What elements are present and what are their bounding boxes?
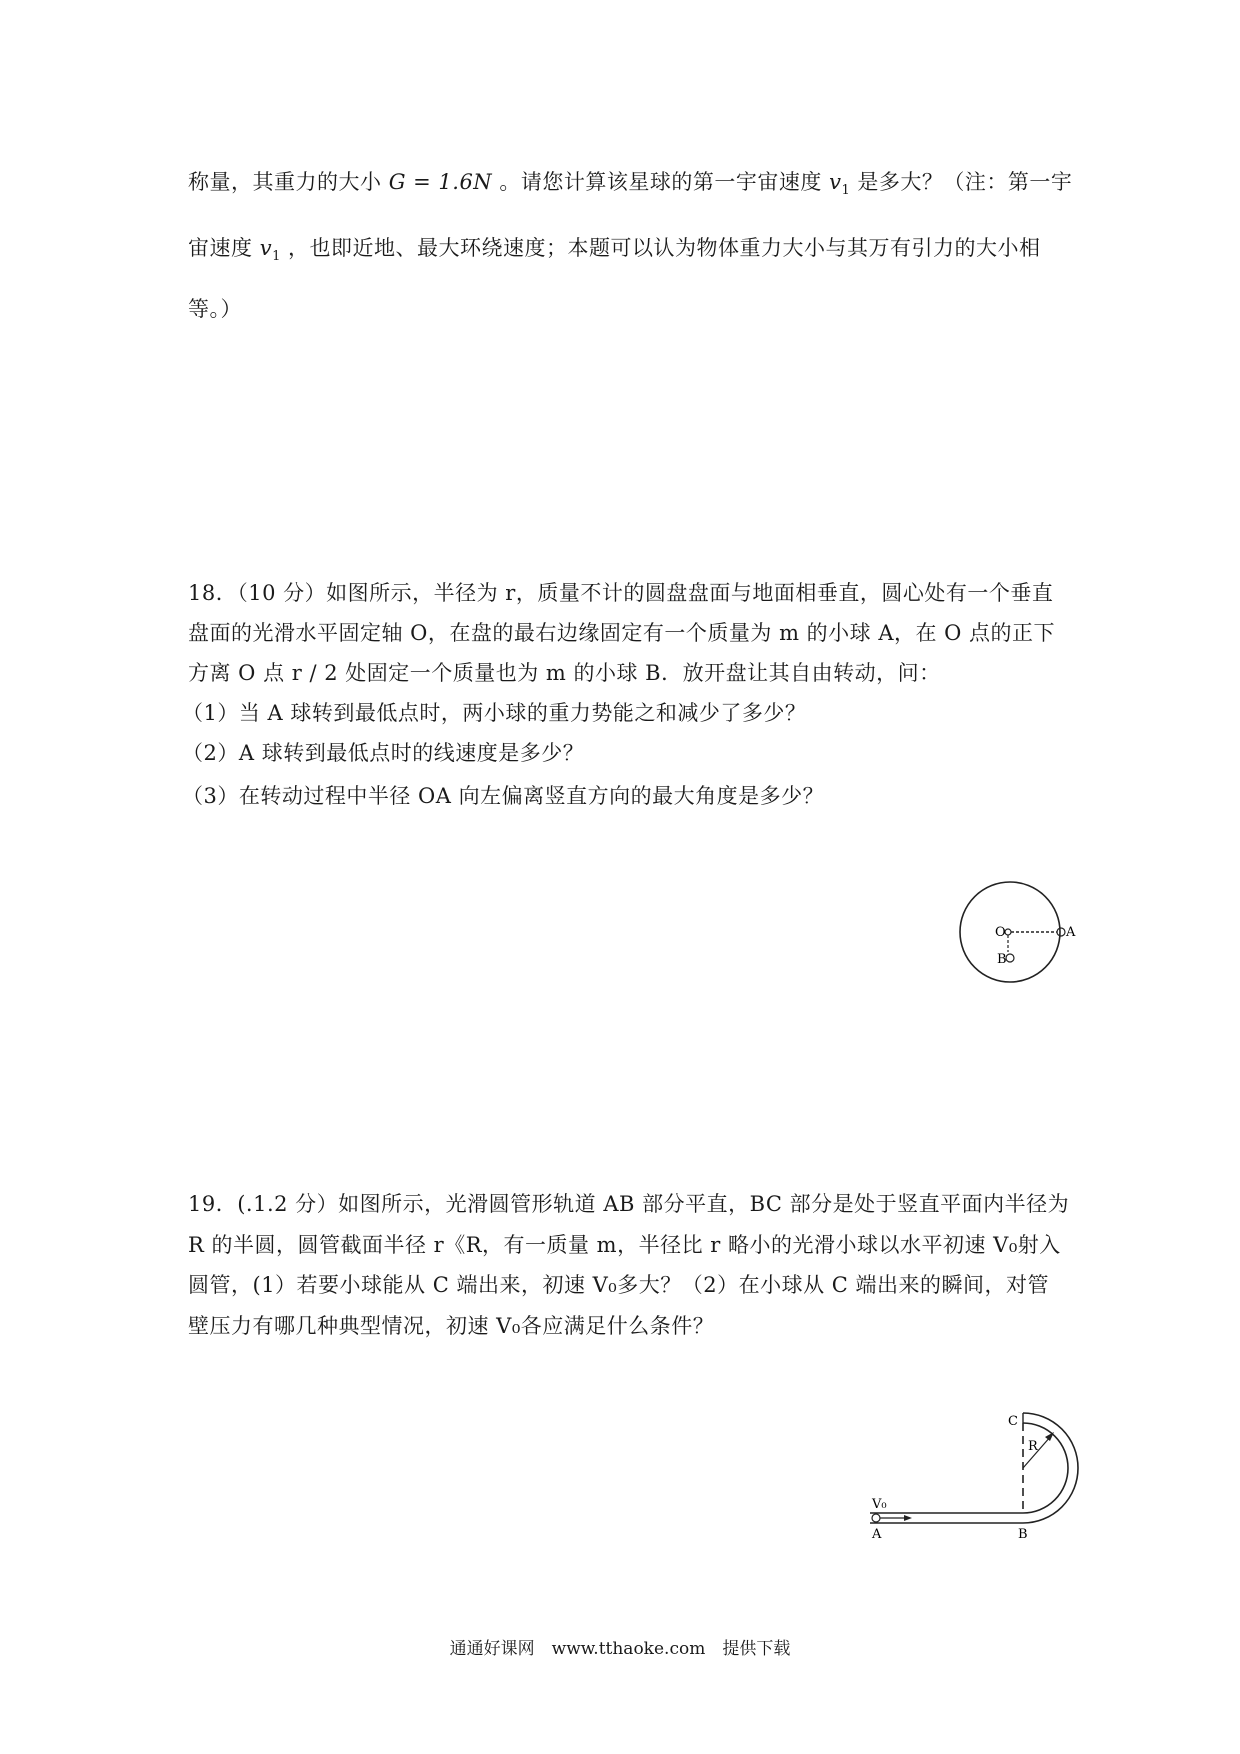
ball [872,1514,880,1522]
q17-text: 是多大？（注：第一宇 [857,170,1073,194]
q18-line-2: 盘面的光滑水平固定轴 O，在盘的最右边缘固定有一个质量为 m 的小球 A，在 O 点的正下 [188,621,1056,645]
q17-line-1 [188,166,1072,198]
q19-track-figure [858,1410,1108,1545]
q18-line-3: 方离 O 点 r / 2 处固定一个质量也为 m 的小球 B．放开盘让其自由转动，问： [188,661,941,685]
label-o: O [995,925,1006,940]
disc-circle [960,882,1060,982]
q18-line-1: 18．（10 分）如图所示，半径为 r，质量不计的圆盘盘面与地面相垂直，圆心处有一个垂直 [188,581,1054,605]
axis-o-marker [1005,929,1011,935]
q19-line-4: 壁压力有哪几种典型情况，初速 V₀各应满足什么条件？ [188,1314,715,1338]
label-v0: V₀ [872,1497,887,1512]
q17-gravity-equation: G = 1.6N [388,170,493,194]
label-c: C [1008,1414,1018,1429]
label-a: A [872,1527,882,1542]
label-b: B [997,952,1007,967]
q17-velocity-symbol: v [259,236,273,260]
q17-velocity-subscript: 1 [841,183,851,199]
q17-text: 宙速度 [188,236,253,260]
q17-text: 。请您计算该星球的第一宇宙速度 [499,170,822,194]
q18-question-3: （3）在转动过程中半径 OA 向左偏离竖直方向的最大角度是多少？ [182,784,825,808]
label-r: R [1028,1439,1038,1454]
label-a: A [1066,925,1076,940]
q17-text: ，也即近地、最大环绕速度；本题可以认为物体重力大小与其万有引力的大小相 [288,236,1041,260]
q17-text: 称量，其重力的大小 [188,170,382,194]
label-b: B [1018,1527,1028,1542]
q18-question-2: （2）A 球转到最低点时的线速度是多少？ [182,741,585,765]
page-footer: 通通好课网 www.tthaoke.com 提供下载 [449,1639,791,1659]
q17-text: 等。） [188,297,242,321]
q19-line-1: 19．(.1.2 分）如图所示，光滑圆管形轨道 AB 部分平直，BC 部分是处于竖直平面内半径为 [188,1192,1070,1216]
q18-disc-figure [955,880,1080,985]
radius-arrowhead [1045,1432,1054,1441]
q19-line-2: R 的半圆，圆管截面半径 r《R，有一质量 m，半径比 r 略小的光滑小球以水平初速 V₀射入 [188,1233,1061,1257]
q17-line-2 [188,232,1041,264]
q19-line-3: 圆管，(1）若要小球能从 C 端出来，初速 V₀多大？（2）在小球从 C 端出来的瞬间，对管 [188,1273,1050,1297]
ball-a [1057,928,1065,936]
q17-line-3 [188,293,242,323]
q17-velocity-symbol: v [829,170,842,194]
q18-question-1: （1）当 A 球转到最低点时，两小球的重力势能之和减少了多少？ [182,701,807,725]
ball-b [1006,954,1014,962]
q17-velocity-subscript: 1 [272,249,281,265]
semicircle-outer-wall [1023,1413,1078,1523]
semicircle-inner-wall [1023,1423,1068,1513]
velocity-arrowhead [904,1515,912,1521]
